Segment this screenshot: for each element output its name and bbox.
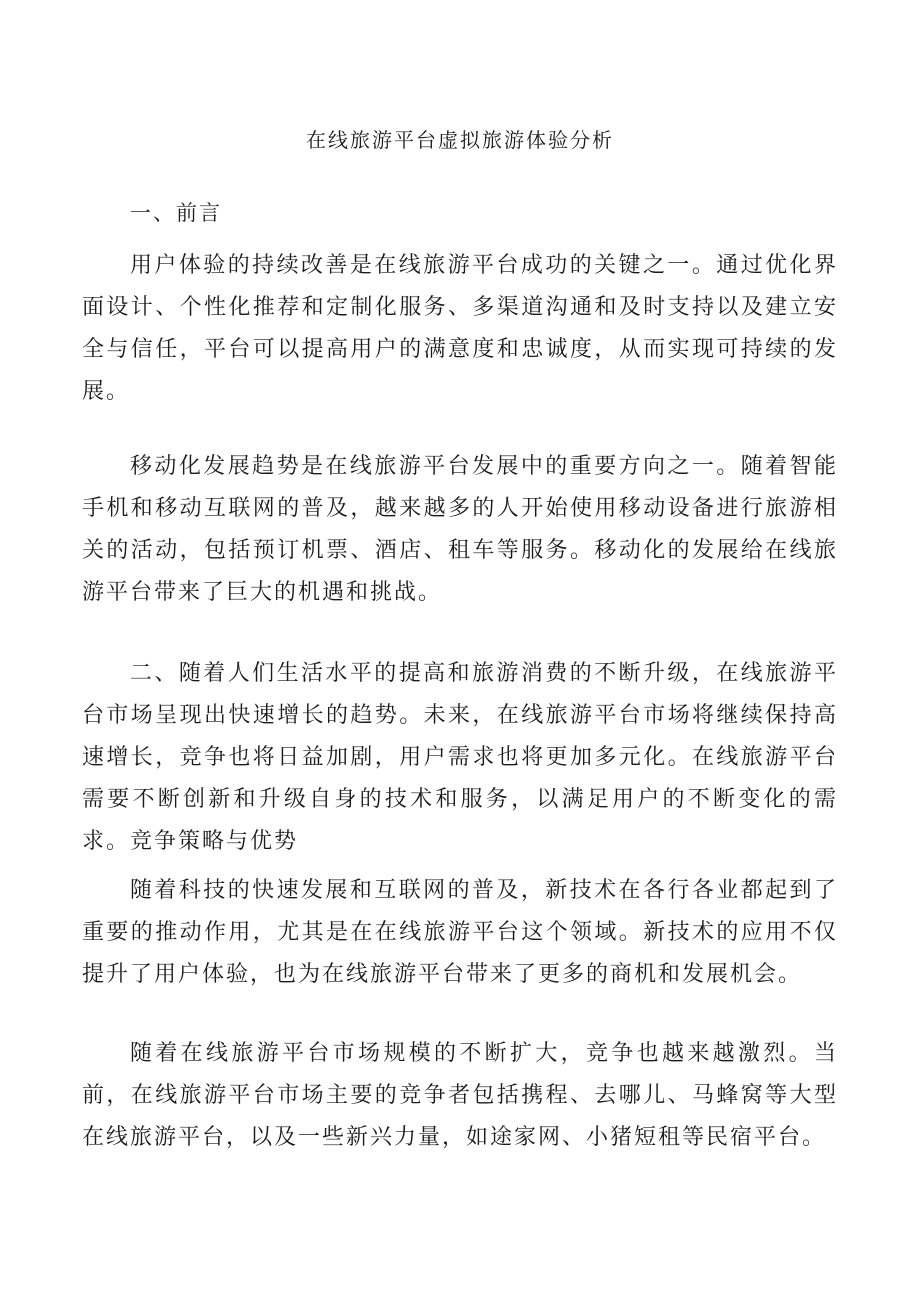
paragraph-new-technology: 随着科技的快速发展和互联网的普及，新技术在各行各业都起到了重要的推动作用，尤其是在在线旅游平台这个领域。新技术的应用不仅提升了用户体验，也为在线旅游平台带来了更多的商机和发展机会。 bbox=[82, 878, 838, 987]
paragraph-market-growth: 二、随着人们生活水平的提高和旅游消费的不断升级，在线旅游平台市场呈现出快速增长的趋势。未来，在线旅游平台市场将继续保持高速增长，竞争也将日益加剧，用户需求也将更加多元化。在线旅游平台需要不断创新和升级自身的技术和服务，以满足用户的不断变化的需求。竞争策略与优势 bbox=[82, 661, 838, 854]
section-heading-preface: 一、前言 bbox=[130, 201, 222, 225]
paragraph-mobile-trend: 移动化发展趋势是在线旅游平台发展中的重要方向之一。随着智能手机和移动互联网的普及，越来越多的人开始使用移动设备进行旅游相关的活动，包括预订机票、酒店、租车等服务。移动化的发展给在线旅游平台带来了巨大的机遇和挑战。 bbox=[82, 454, 838, 605]
paragraph-competition: 随着在线旅游平台市场规模的不断扩大，竞争也越来越激烈。当前，在线旅游平台市场主要的竞争者包括携程、去哪儿、马蜂窝等大型在线旅游平台，以及一些新兴力量，如途家网、小猪短租等民宿平台。 bbox=[82, 1041, 838, 1150]
paragraph-user-experience: 用户体验的持续改善是在线旅游平台成功的关键之一。通过优化界面设计、个性化推荐和定制化服务、多渠道沟通和及时支持以及建立安全与信任，平台可以提高用户的满意度和忠诚度，从而实现可持续的发展。 bbox=[82, 253, 838, 404]
document-title: 在线旅游平台虚拟旅游体验分析 bbox=[306, 128, 614, 152]
